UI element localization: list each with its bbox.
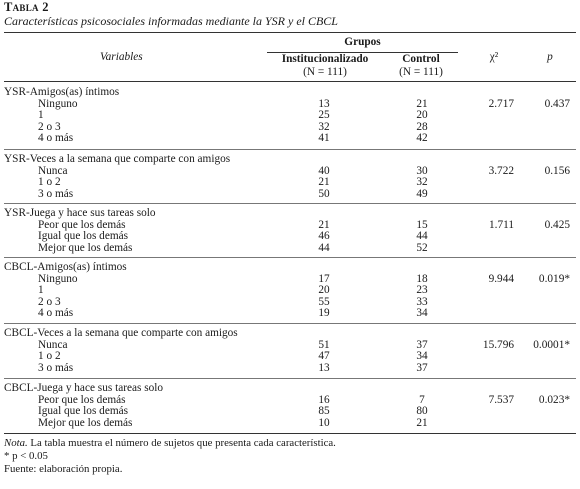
row-label: Mejor que los demás xyxy=(38,241,133,254)
header-variables: Variables xyxy=(100,51,143,63)
section-title: CBCL-Amigos(as) íntimos xyxy=(4,261,127,273)
row-label: 1 o 2 xyxy=(38,176,61,189)
chi2-value: 9.944 xyxy=(488,272,514,285)
section-title-row xyxy=(4,153,576,165)
control-value: 33 xyxy=(416,295,428,308)
table-row xyxy=(4,242,576,254)
table-row xyxy=(4,219,576,231)
table-row xyxy=(4,230,576,242)
institucionalizado-value: 51 xyxy=(318,338,330,351)
p-value: 0.425 xyxy=(544,218,570,231)
institucionalizado-value: 17 xyxy=(318,272,330,285)
header-control-n: (N = 111) xyxy=(399,66,443,78)
control-value: 32 xyxy=(416,176,428,189)
institucionalizado-value: 13 xyxy=(318,97,330,110)
chi2-value: 15.796 xyxy=(482,338,514,351)
control-value: 20 xyxy=(416,109,428,122)
bottom-rule xyxy=(4,433,576,434)
table-row xyxy=(4,296,576,308)
control-value: 37 xyxy=(416,361,428,374)
table-row xyxy=(4,350,576,362)
note-body: La tabla muestra el número de sujetos que presenta cada característica. xyxy=(27,437,336,449)
section-divider xyxy=(4,149,576,150)
institucionalizado-value: 41 xyxy=(318,132,330,145)
row-label: 1 o 2 xyxy=(38,350,61,363)
table-row xyxy=(4,284,576,296)
institucionalizado-value: 16 xyxy=(318,393,330,406)
section-divider xyxy=(4,203,576,204)
table-row xyxy=(4,98,576,110)
table-row xyxy=(4,339,576,351)
table-row xyxy=(4,417,576,429)
p-value: 0.437 xyxy=(544,97,570,110)
control-value: 52 xyxy=(416,241,428,254)
control-value: 28 xyxy=(416,120,428,133)
control-value: 34 xyxy=(416,350,428,363)
header-control: Control xyxy=(402,53,440,65)
section-title: YSR-Juega y hace sus tareas solo xyxy=(4,207,156,219)
table-row xyxy=(4,121,576,133)
top-rule xyxy=(4,32,576,33)
header-rule xyxy=(4,81,576,82)
section-title: YSR-Amigos(as) íntimos xyxy=(4,86,120,98)
institucionalizado-value: 32 xyxy=(318,120,330,133)
table-row xyxy=(4,362,576,374)
table-row xyxy=(4,188,576,200)
p-value: 0.0001* xyxy=(533,338,570,351)
note-text xyxy=(4,437,336,449)
control-value: 80 xyxy=(416,405,428,418)
row-label: Nunca xyxy=(38,164,68,177)
row-label: Ninguno xyxy=(38,272,78,285)
row-label: 2 o 3 xyxy=(38,295,61,308)
row-label: 4 o más xyxy=(38,307,74,320)
p-value: 0.019* xyxy=(538,272,570,285)
row-label: Igual que los demás xyxy=(38,230,129,243)
row-label: Igual que los demás xyxy=(38,405,129,418)
chi2-value: 7.537 xyxy=(488,393,514,406)
row-label: Ninguno xyxy=(38,97,78,110)
institucionalizado-value: 44 xyxy=(318,241,330,254)
institucionalizado-value: 21 xyxy=(318,218,330,231)
section-title-row xyxy=(4,86,576,98)
institucionalizado-value: 19 xyxy=(318,307,330,320)
institucionalizado-value: 85 xyxy=(318,405,330,418)
institucionalizado-value: 20 xyxy=(318,284,330,297)
section-title: CBCL-Veces a la semana que comparte con amigos xyxy=(4,327,238,339)
chi2-value: 2.717 xyxy=(488,97,514,110)
row-label: 4 o más xyxy=(38,132,74,145)
institucionalizado-value: 10 xyxy=(318,416,330,429)
control-value: 34 xyxy=(416,307,428,320)
institucionalizado-value: 55 xyxy=(318,295,330,308)
row-label: 3 o más xyxy=(38,187,74,200)
chi2-value: 1.711 xyxy=(489,218,514,231)
table-row xyxy=(4,273,576,285)
control-value: 15 xyxy=(416,218,428,231)
row-label: Peor que los demás xyxy=(38,218,126,231)
row-label: Mejor que los demás xyxy=(38,416,133,429)
control-value: 21 xyxy=(416,97,428,110)
section-divider xyxy=(4,323,576,324)
p-value: 0.023* xyxy=(538,393,570,406)
control-value: 37 xyxy=(416,338,428,351)
section-title-row xyxy=(4,261,576,273)
section-title-row xyxy=(4,382,576,394)
control-value: 42 xyxy=(416,132,428,145)
institucionalizado-value: 13 xyxy=(318,361,330,374)
table-row xyxy=(4,109,576,121)
significance-note: * p < 0.05 xyxy=(4,450,48,462)
header-chi2: χ² xyxy=(489,51,499,63)
control-value: 44 xyxy=(416,230,428,243)
control-value: 21 xyxy=(416,416,428,429)
header-institucionalizado-n: (N = 111) xyxy=(303,66,347,78)
section-title: YSR-Veces a la semana que comparte con amigos xyxy=(4,153,231,165)
row-label: 3 o más xyxy=(38,361,74,374)
section-divider xyxy=(4,257,576,258)
table-row xyxy=(4,307,576,319)
institucionalizado-value: 40 xyxy=(318,164,330,177)
section-title-row xyxy=(4,207,576,219)
institucionalizado-value: 25 xyxy=(318,109,330,122)
institucionalizado-value: 21 xyxy=(318,176,330,189)
institucionalizado-value: 46 xyxy=(318,230,330,243)
section-title: CBCL-Juega y hace sus tareas solo xyxy=(4,382,164,394)
control-value: 7 xyxy=(419,393,425,406)
row-label: 1 xyxy=(38,109,44,122)
table-row xyxy=(4,165,576,177)
section-divider xyxy=(4,378,576,379)
control-value: 49 xyxy=(416,187,428,200)
chi2-value: 3.722 xyxy=(488,164,514,177)
table-label: Tabla 2 xyxy=(4,0,49,14)
row-label: 1 xyxy=(38,284,44,297)
control-value: 18 xyxy=(416,272,428,285)
header-p: p xyxy=(547,51,553,63)
header-grupos: Grupos xyxy=(344,36,381,48)
table-row xyxy=(4,132,576,144)
institucionalizado-value: 50 xyxy=(318,187,330,200)
row-label: Nunca xyxy=(38,338,68,351)
institucionalizado-value: 47 xyxy=(318,350,330,363)
table-row xyxy=(4,394,576,406)
section-title-row xyxy=(4,327,576,339)
control-value: 30 xyxy=(416,164,428,177)
p-value: 0.156 xyxy=(544,164,570,177)
row-label: 2 o 3 xyxy=(38,120,61,133)
table-row xyxy=(4,176,576,188)
header-institucionalizado: Institucionalizado xyxy=(281,53,369,65)
row-label: Peor que los demás xyxy=(38,393,126,406)
source-note: Fuente: elaboración propia. xyxy=(4,463,123,475)
table-row xyxy=(4,405,576,417)
table-caption: Características psicosociales informadas mediante la YSR y el CBCL xyxy=(4,14,338,28)
note-label: Nota. xyxy=(4,437,28,449)
control-value: 23 xyxy=(416,284,428,297)
